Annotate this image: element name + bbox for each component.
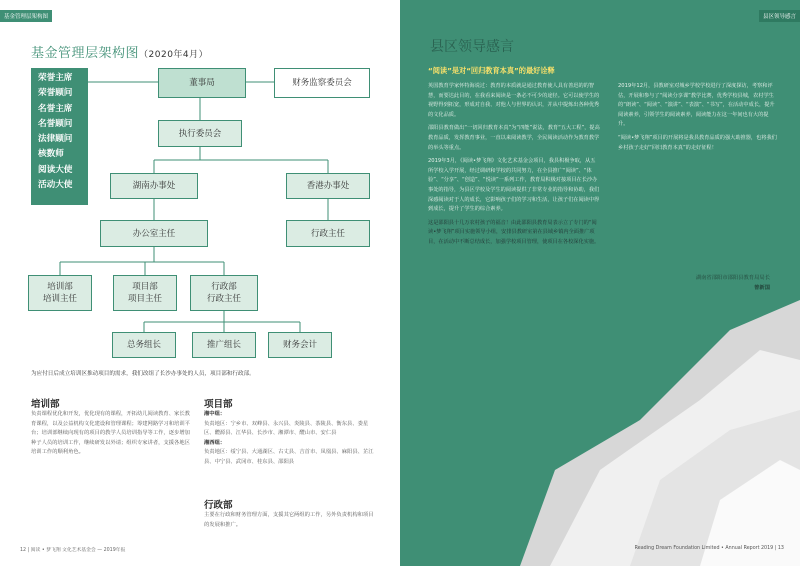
office-director-box: 办公室主任: [100, 220, 208, 247]
admin-heading: 行政部: [204, 500, 233, 511]
paragraph: 邵阳县教育做出“一切回归教育本真”为“四能”说法，教育“五大工程”，提高教育品质，发挥教育事业，一直以来阅读教学，全民阅读活动作为教育教学的举头等重点。: [428, 125, 600, 151]
honorary-item: 核数师: [38, 149, 64, 160]
honorary-item: 荣誉顾问: [38, 88, 73, 99]
promotion-box: 推广组长: [192, 332, 256, 358]
honorary-item: 名誉主席: [38, 103, 73, 114]
honorary-item: 活动大使: [38, 180, 73, 191]
honorary-item: 阅读大使: [38, 164, 73, 175]
right-tab: 县区领导感言: [759, 10, 800, 22]
hk-office-box: 香港办事处: [286, 173, 370, 199]
training-heading: 培训部: [31, 399, 60, 410]
admin-officer-box: 行政主任: [286, 220, 370, 247]
left-tab: 基金管理层架构图: [0, 10, 52, 22]
honorary-item: 法律顾问: [38, 134, 73, 145]
admin-text: 主要在行政和财务管理方面，支援其它两组的工作，另外负责机构和项目的发展和推广。: [204, 512, 374, 528]
article-column-2: [618, 82, 778, 153]
paragraph: 2019年3月，《阅读•梦飞翔》文化艺术基金会项目，我县积极争取，从五所学校入学开展，经过调研和学校的共同努力，在全县推广“阅读”、“体验”、“分享”、“创造”、“悦读”一系列工作，教育局积极对接项目在长沙办事处的指导，为县区学校及学生的阅读提供了非常专业的指导和协助，我们深感阅读对于人的成长，它影响孩子们的学习和生活，让孩子们在阅读中得到成长，提升了学生的综合素养。: [428, 158, 600, 213]
paragraph: 英国教育学家怀特海说过：教育的本质就是通过教育使人具有善迅的的智慧，而要达此目的，在我看来阅读是一条必不可少的途径。它可以使学生的视野得到拓宽，形成对自我、对他人与世界的认识，并从中提炼出各种优秀的文化品质。: [428, 83, 600, 118]
paragraph: “阅读•梦飞翔”项目的开展将是我县教育品质的强大助推器，也将我们乡村孩子走好“回归教育本真”的走好征程！: [618, 134, 777, 151]
accounting-box: 财务会计: [268, 332, 332, 358]
board-box: 董事局: [158, 68, 246, 98]
right-footer: Reading Dream Foundation Limited • Annual Report 2019 | 13: [634, 546, 784, 551]
training-dept-box: 培训部 培训主任: [28, 275, 92, 311]
org-chart-title: 基金管理层架构图: [31, 46, 140, 61]
left-footer: 12 | 阅读 • 梦飞翔 文化艺术基金会 — 2019年报: [20, 548, 126, 553]
signature-title: 湖南省邵阳市邵阳县教育局局长: [695, 275, 770, 281]
signature-name: 曾新国: [754, 284, 770, 291]
article-column-1: [428, 82, 600, 248]
general-affairs-box: 总务组长: [112, 332, 176, 358]
hunan-office-box: 湖南办事处: [110, 173, 198, 199]
north-group-label: 湘中组：: [204, 411, 226, 417]
exec-committee-box: 执行委员会: [158, 120, 242, 147]
honorary-item: 名誉顾问: [38, 118, 73, 129]
training-text: 负责课程优化和开发，优化现有的课程，开拓幼儿阅读教育、家长教育课程，以及公益机构文化建设和管理课程；筹建网路学习和培训平台；培训部继续向现有的项目的教学人员培训指导等工作，逐步增加种子人员的培训工作，继续研发以外请；组织专家讲者，支援各地区培训工作的顺利角色。: [31, 411, 190, 455]
page-title-right: 县区领导感言: [430, 39, 514, 55]
org-chart-date: （2020年4月）: [139, 50, 209, 60]
honorary-item: 荣誉主席: [38, 73, 73, 83]
north-group-text: 负责地区：宁乡市、双峰县、永兴县、炎陵县、茶陵县、衡东县、娄星区、醴源县、江华县、长沙市、湘潭市、醴山市、安仁县: [204, 420, 369, 436]
west-group-label: 湘西组：: [204, 439, 226, 446]
restructure-note: 为应付日后成立培训区推动项目的需求，我们改组了长沙办事处的人员，项目部和行政部。: [31, 371, 255, 377]
article-headline: “阅读”是对“回归教育本真”的最好诠释: [428, 66, 555, 75]
paragraph: 2019年12月，县教研室对城乡学校学校进行了深度探访，考察和评估，开展和参与了“阅读分享课”教学比赛，优秀学校县城，农村学生的“朗读”、“阅读”、“演讲”、“表演”、“书写”，在活动中成长，提升阅读素养，引领学生的阅读素养，阅读能力在这一年间也有大的提升。: [618, 83, 775, 128]
admin-dept-box: 行政部 行政主任: [190, 275, 258, 311]
project-dept-box: 项目部 项目主任: [113, 275, 177, 311]
signature-block: [696, 274, 770, 293]
audit-committee-box: 财务监察委员会: [274, 68, 370, 98]
paragraph: 这是邵阳县十几万农村孩子的福音！由此邵阳县教育局表示立了专门的“阅读•梦飞翔”项目实施领导小组，安排县教研室第在县域乡镇内全面推广项目，在活动中不断总结成长，加强学校项目管理，使项目在各校深化实施。: [428, 219, 600, 245]
project-text: [204, 410, 374, 467]
right-page: [400, 0, 800, 566]
project-heading: 项目部: [204, 399, 233, 410]
west-group-text: 负责地区：绥宁县、大通湖区、古丈县、吉首市、凤凰县、麻阳县、芷江县、中宁县、武冈市、桂东县、邵阳县: [204, 449, 374, 465]
